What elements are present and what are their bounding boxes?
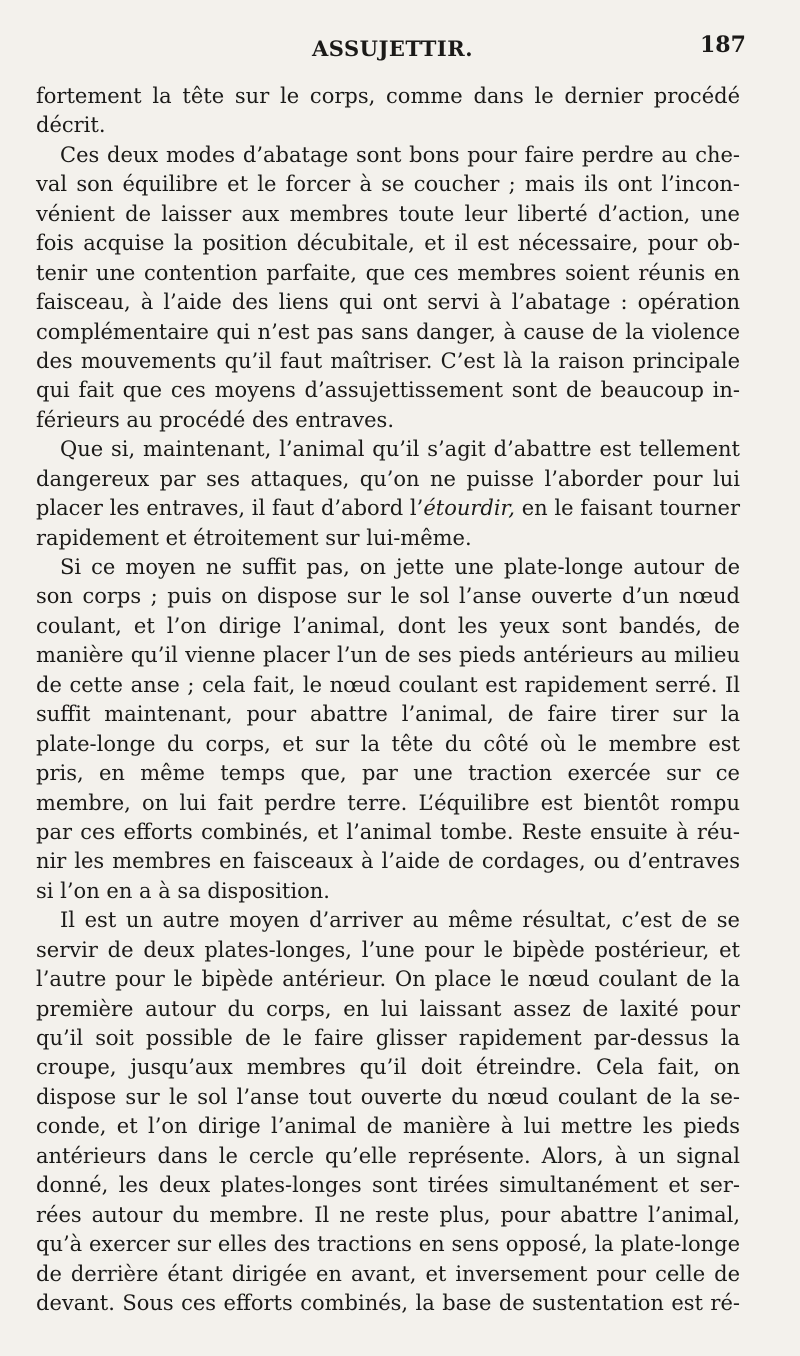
text-line: fortement la tête sur le corps, comme dans le dernier procédé: [36, 84, 740, 108]
text-line: faisceau, à l’aide des liens qui ont servi à l’abatage : opération: [36, 290, 740, 315]
text-line-with-italic: [36, 494, 740, 523]
text-line: décrit.: [36, 113, 106, 138]
text-line: si l’on en a à sa disposition.: [36, 878, 330, 903]
text-line: son corps ; puis on dispose sur le sol l’anse ouverte d’un nœud: [36, 584, 740, 609]
text-line: première autour du corps, en lui laissant assez de laxité pour: [36, 996, 740, 1021]
paragraph-first-line: Que si, maintenant, l’animal qu’il s’agit d’abattre est tellement: [60, 437, 740, 462]
running-title: ASSUJETTIR.: [312, 36, 474, 61]
paragraph-first-line: Si ce moyen ne suffit pas, on jette une plate-longe autour de: [60, 555, 740, 579]
text-line: val son équilibre et le forcer à se coucher ; mais ils ont l’incon-: [36, 172, 740, 197]
text-line: servir de deux plates-longes, l’une pour le bipède postérieur, et: [36, 937, 740, 962]
text-line: qu’il soit possible de le faire glisser rapidement par-dessus la: [36, 1026, 740, 1050]
text-segment: en le faisant tourner: [514, 496, 740, 521]
text-line: des mouvements qu’il faut maîtriser. C’est là la raison principale: [36, 348, 740, 373]
paragraph-first-line: Ces deux modes d’abatage sont bons pour faire perdre au che-: [60, 142, 740, 167]
text-line: pris, en même temps que, par une traction exercée sur ce: [36, 761, 740, 786]
text-line: tenir une contention parfaite, que ces membres soient réunis en: [36, 260, 740, 285]
body-text: [36, 82, 740, 1318]
text-line: qui fait que ces moyens d’assujettissement sont de beaucoup in-: [36, 378, 740, 403]
text-line: nir les membres en faisceaux à l’aide de cordages, ou d’entraves: [36, 849, 740, 874]
text-line: dangereux par ses attaques, qu’on ne puisse l’aborder pour lui: [36, 466, 740, 491]
italic-term: étourdir,: [423, 496, 515, 521]
page-number: 187: [700, 32, 746, 58]
text-line: rapidement et étroitement sur lui-même.: [36, 525, 472, 550]
text-line: suffit maintenant, pour abattre l’animal, de faire tirer sur la: [36, 702, 740, 727]
text-line: dispose sur le sol l’anse tout ouverte du nœud coulant de la se-: [36, 1084, 740, 1109]
text-line: plate-longe du corps, et sur la tête du côté où le membre est: [36, 731, 740, 756]
text-line: antérieurs dans le cercle qu’elle représente. Alors, à un signal: [36, 1143, 740, 1168]
text-line: l’autre pour le bipède antérieur. On place le nœud coulant de la: [36, 967, 740, 992]
text-line: par ces efforts combinés, et l’animal tombe. Reste ensuite à réu-: [36, 819, 740, 844]
text-line: de derrière étant dirigée en avant, et inversement pour celle de: [36, 1261, 740, 1286]
text-line: coulant, et l’on dirige l’animal, dont les yeux sont bandés, de: [36, 613, 740, 638]
text-line: manière qu’il vienne placer l’un de ses pieds antérieurs au milieu: [36, 643, 740, 668]
text-line: férieurs au procédé des entraves.: [36, 407, 394, 432]
text-segment: placer les entraves, il faut d’abord l’: [36, 496, 424, 521]
paragraph-first-line: Il est un autre moyen d’arriver au même résultat, c’est de se: [60, 908, 740, 933]
text-line: donné, les deux plates-longes sont tirées simultanément et ser-: [36, 1173, 740, 1198]
running-head: [0, 30, 800, 64]
text-line: conde, et l’on dirige l’animal de manière à lui mettre les pieds: [36, 1114, 740, 1139]
text-line: devant. Sous ces efforts combinés, la base de sustentation est ré-: [36, 1290, 740, 1315]
text-line: complémentaire qui n’est pas sans danger, à cause de la violence: [36, 319, 740, 344]
text-line: membre, on lui fait perdre terre. L’équilibre est bientôt rompu: [36, 790, 740, 815]
text-line: croupe, jusqu’aux membres qu’il doit étreindre. Cela fait, on: [36, 1055, 740, 1080]
text-line: qu’à exercer sur elles des tractions en sens opposé, la plate-longe: [36, 1232, 740, 1257]
text-line: de cette anse ; cela fait, le nœud coulant est rapidement serré. Il: [36, 672, 740, 697]
text-line: vénient de laisser aux membres toute leur liberté d’action, une: [36, 201, 740, 226]
text-line: rées autour du membre. Il ne reste plus, pour abattre l’animal,: [36, 1202, 740, 1227]
text-line: fois acquise la position décubitale, et il est nécessaire, pour ob-: [36, 231, 740, 256]
